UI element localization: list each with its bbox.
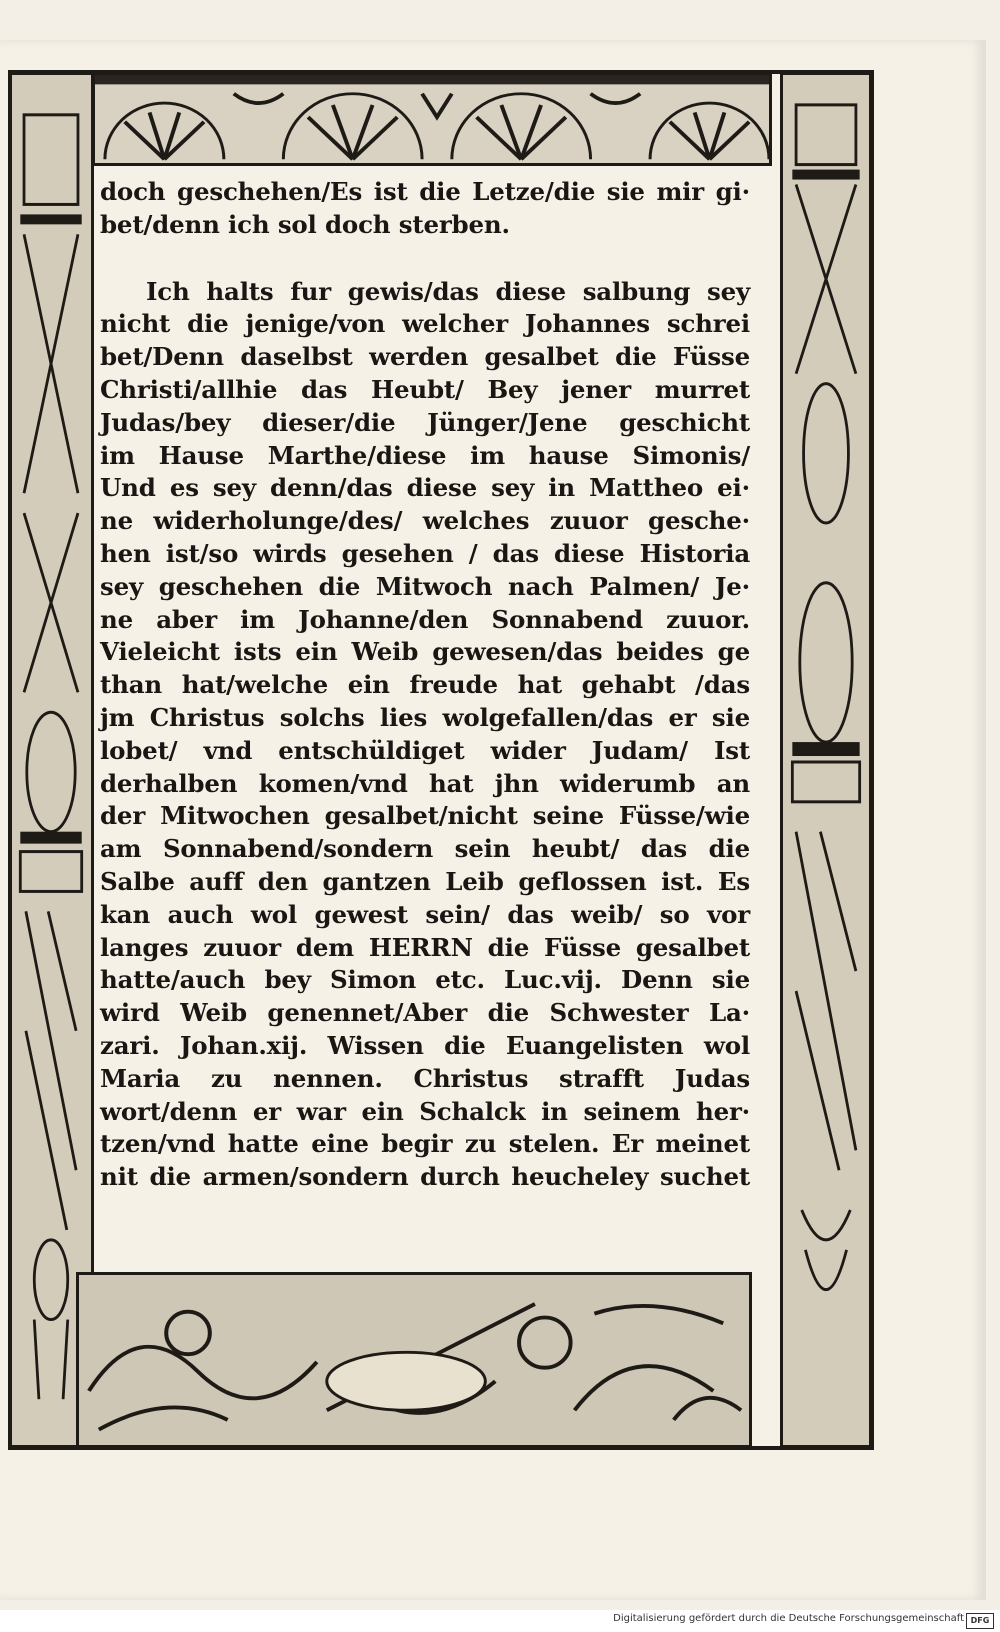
text-line: ne widerholunge/des/ welches zuuor gesche· bbox=[100, 506, 750, 536]
text-line: Salbe auff den gantzen Leib geflossen ist. Es bbox=[100, 866, 750, 896]
text-line: Judas/bey dieser/die Jünger/Jene geschicht bbox=[100, 407, 750, 437]
body-text bbox=[100, 176, 750, 1194]
text-line: nit die armen/sondern durch heucheley suchet bbox=[100, 1162, 750, 1192]
text-line: wird Weib genennet/Aber die Schwester La· bbox=[100, 998, 750, 1028]
dfg-logo-icon: DFG bbox=[966, 1613, 994, 1629]
text-line: Maria zu nennen. Christus strafft Judas bbox=[100, 1063, 750, 1093]
text-line: zari. Johan.xij. Wissen die Euangelisten wol bbox=[100, 1030, 750, 1060]
text-line: im Hause Marthe/diese im hause Simonis/ bbox=[100, 440, 750, 470]
text-line: Und es sey denn/das diese sey in Mattheo ei· bbox=[100, 473, 750, 503]
text-line: derhalben komen/vnd hat jhn widerumb an bbox=[100, 768, 750, 798]
text-line: bet/Denn daselbst werden gesalbet die Füsse bbox=[100, 342, 750, 372]
text-line: kan auch wol gewest sein/ das weib/ so vor bbox=[100, 899, 750, 929]
text-line: tzen/vnd hatte eine begir zu stelen. Er meinet bbox=[100, 1129, 750, 1159]
text-line: der Mitwochen gesalbet/nicht seine Füsse/wie bbox=[100, 801, 750, 831]
text-line: langes zuuor dem HERRN die Füsse gesalbet bbox=[100, 932, 750, 962]
text-line: am Sonnabend/sondern sein heubt/ das die bbox=[100, 834, 750, 864]
text-line: ne aber im Johanne/den Sonnabend zuuor. bbox=[100, 604, 750, 634]
funding-credit: Digitalisierung gefördert durch die Deutsche Forschungsgemeinschaft bbox=[613, 1613, 964, 1624]
text-line: sey geschehen die Mitwoch nach Palmen/ Je· bbox=[100, 571, 750, 601]
text-line: hatte/auch bey Simon etc. Luc.vij. Denn sie bbox=[100, 965, 750, 995]
text-line: hen ist/so wirds gesehen / das diese Historia bbox=[100, 538, 750, 568]
footer-bar bbox=[0, 1610, 1000, 1632]
text-line: wort/denn er war ein Schalck in seinem her· bbox=[100, 1096, 750, 1126]
text-line: bet/denn ich sol doch sterben. bbox=[100, 209, 510, 239]
text-line: Christi/allhie das Heubt/ Bey jener murret bbox=[100, 374, 750, 404]
text-line: than hat/welche ein freude hat gehabt /das bbox=[100, 670, 750, 700]
text-line: nicht die jenige/von welcher Johannes schrei bbox=[100, 309, 750, 339]
text-line: jm Christus solchs lies wolgefallen/das er sie bbox=[100, 702, 750, 732]
text-line: lobet/ vnd entschüldiget wider Judam/ Ist bbox=[100, 735, 750, 765]
text-line: doch geschehen/Es ist die Letze/die sie mir gi· bbox=[100, 177, 750, 206]
text-line: Ich halts fur gewis/das diese salbung sey bbox=[146, 276, 750, 306]
text-line: Vieleicht ists ein Weib gewesen/das beides ge bbox=[100, 637, 750, 667]
